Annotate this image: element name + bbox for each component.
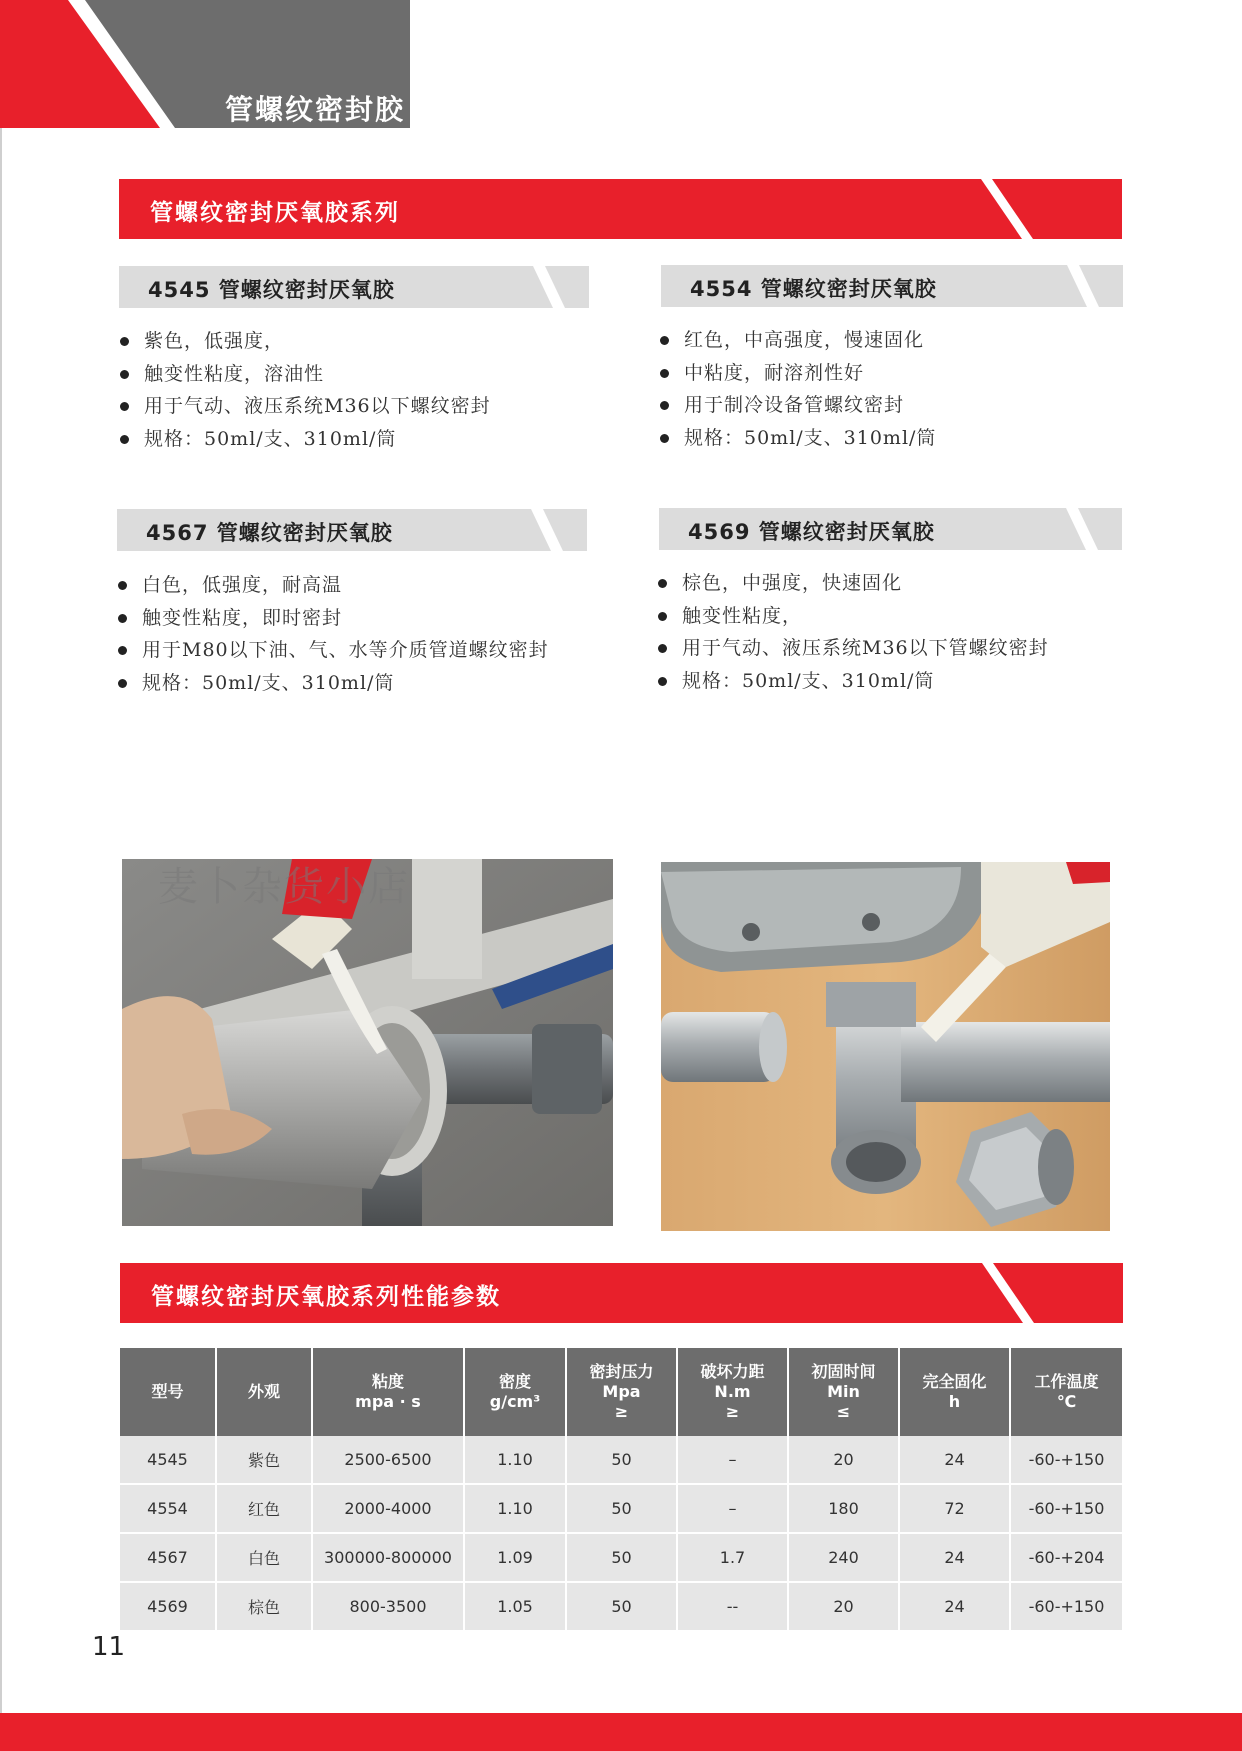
table-cell: 4545	[120, 1436, 216, 1484]
table-cell: -60-+150	[1010, 1436, 1122, 1484]
table-cell: 红色	[216, 1484, 312, 1533]
table-cell: 800-3500	[312, 1582, 464, 1631]
bullet-item: 触变性粘度，即时密封	[116, 602, 549, 635]
bullet-item: 规格：50ml/支、310ml/筒	[118, 423, 491, 456]
product-bullet-list	[658, 324, 936, 454]
bullet-item: 触变性粘度，溶油性	[118, 358, 491, 391]
bullet-item: 规格：50ml/支、310ml/筒	[656, 665, 1049, 698]
table-cell: 300000-800000	[312, 1533, 464, 1582]
table-cell: 白色	[216, 1533, 312, 1582]
table-cell: 棕色	[216, 1582, 312, 1631]
table-cell: --	[677, 1582, 788, 1631]
product-heading: 4545 管螺纹密封厌氧胶	[148, 278, 395, 302]
bullet-item: 规格：50ml/支、310ml/筒	[116, 667, 549, 700]
page-edge-line	[0, 128, 2, 1713]
header-density: 密度 g/cm³	[464, 1348, 566, 1436]
header-working-temperature: 工作温度 ℃	[1010, 1348, 1122, 1436]
bullet-item: 用于气动、液压系统M36以下螺纹密封	[118, 390, 491, 423]
table-cell: 紫色	[216, 1436, 312, 1484]
bullet-item: 用于制冷设备管螺纹密封	[658, 389, 936, 422]
header-seal-pressure: 密封压力 Mpa ≥	[566, 1348, 677, 1436]
table-cell: 240	[788, 1533, 899, 1582]
table-row	[120, 1436, 1122, 1484]
page-title: 管螺纹密封胶	[225, 93, 406, 126]
bullet-item: 触变性粘度，	[656, 600, 1049, 633]
table-cell: 1.10	[464, 1484, 566, 1533]
header-appearance: 外观	[216, 1348, 312, 1436]
table-cell: 1.09	[464, 1533, 566, 1582]
table-cell: 50	[566, 1533, 677, 1582]
table-cell: 4567	[120, 1533, 216, 1582]
bullet-item: 用于M80以下油、气、水等介质管道螺纹密封	[116, 634, 549, 667]
table-cell: 4569	[120, 1582, 216, 1631]
table-header-row	[120, 1348, 1122, 1436]
table-cell: 50	[566, 1484, 677, 1533]
bullet-item: 紫色，低强度，	[118, 325, 491, 358]
photo-sealant-application-pipe	[122, 859, 613, 1226]
footer-bar	[0, 1713, 1242, 1751]
table-cell: 24	[899, 1436, 1010, 1484]
bullet-item: 红色，中高强度，慢速固化	[658, 324, 936, 357]
product-heading: 4567 管螺纹密封厌氧胶	[146, 521, 393, 545]
table-cell: 2500-6500	[312, 1436, 464, 1484]
table-cell: 20	[788, 1436, 899, 1484]
bullet-item: 规格：50ml/支、310ml/筒	[658, 422, 936, 455]
header-model: 型号	[120, 1348, 216, 1436]
table-cell: 1.7	[677, 1533, 788, 1582]
table-row	[120, 1582, 1122, 1631]
table-cell: -60-+204	[1010, 1533, 1122, 1582]
table-cell: 50	[566, 1582, 677, 1631]
section-title-parameters: 管螺纹密封厌氧胶系列性能参数	[151, 1284, 501, 1310]
table-row	[120, 1533, 1122, 1582]
table-cell: 24	[899, 1582, 1010, 1631]
product-heading: 4569 管螺纹密封厌氧胶	[688, 520, 935, 544]
product-bullet-list	[656, 567, 1049, 697]
header-fixture-time: 初固时间 Min ≤	[788, 1348, 899, 1436]
table-cell: -60-+150	[1010, 1484, 1122, 1533]
table-row	[120, 1484, 1122, 1533]
page-number: 11	[92, 1632, 126, 1662]
table-cell: 50	[566, 1436, 677, 1484]
header-breakaway-torque: 破坏力距 N.m ≥	[677, 1348, 788, 1436]
table-cell: 1.10	[464, 1436, 566, 1484]
table-cell: 4554	[120, 1484, 216, 1533]
bullet-item: 中粘度，耐溶剂性好	[658, 357, 936, 390]
table-cell: 24	[899, 1533, 1010, 1582]
table-cell: -60-+150	[1010, 1582, 1122, 1631]
table-cell: 20	[788, 1582, 899, 1631]
photo-pipe-fittings	[661, 862, 1110, 1231]
product-bullet-list	[118, 325, 491, 455]
header-viscosity: 粘度 mpa · s	[312, 1348, 464, 1436]
section-title-series: 管螺纹密封厌氧胶系列	[150, 200, 400, 226]
bullet-item: 用于气动、液压系统M36以下管螺纹密封	[656, 632, 1049, 665]
watermark-text: 麦卜杂货小店	[158, 864, 410, 910]
product-bullet-list	[116, 569, 549, 699]
header-full-cure: 完全固化 h	[899, 1348, 1010, 1436]
table-cell: –	[677, 1484, 788, 1533]
performance-parameter-table	[120, 1348, 1122, 1632]
table-cell: 72	[899, 1484, 1010, 1533]
bullet-item: 白色，低强度，耐高温	[116, 569, 549, 602]
table-cell: 1.05	[464, 1582, 566, 1631]
product-heading: 4554 管螺纹密封厌氧胶	[690, 277, 937, 301]
table-cell: 2000-4000	[312, 1484, 464, 1533]
bullet-item: 棕色，中强度，快速固化	[656, 567, 1049, 600]
table-cell: –	[677, 1436, 788, 1484]
table-cell: 180	[788, 1484, 899, 1533]
